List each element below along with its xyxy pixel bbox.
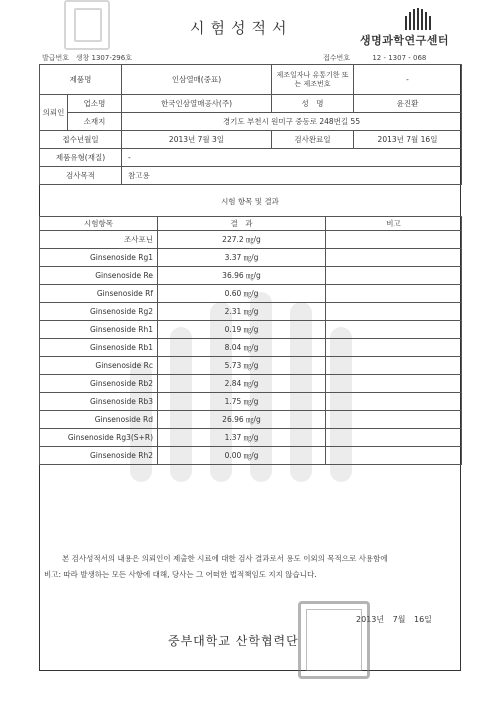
results-table bbox=[39, 216, 462, 465]
address-label: 소재지 bbox=[68, 113, 122, 131]
person-value: 윤진환 bbox=[354, 95, 462, 113]
result-value: 2.31 ㎎/g bbox=[158, 303, 326, 321]
disclaimer-line-2 bbox=[44, 569, 317, 580]
result-note bbox=[326, 267, 462, 285]
table-row bbox=[40, 375, 462, 393]
receipt-number bbox=[323, 53, 426, 63]
disclaimer-text: 따라 발생하는 모든 사항에 대해, 당사는 그 어떠한 법적책임도 지지 않습니다. bbox=[63, 570, 317, 579]
table-row bbox=[40, 267, 462, 285]
complete-date-label: 검사완료일 bbox=[272, 131, 354, 149]
col-header-result: 결 과 bbox=[158, 217, 326, 231]
result-item-name: Ginsenoside Re bbox=[40, 267, 158, 285]
result-note bbox=[326, 303, 462, 321]
result-note bbox=[326, 393, 462, 411]
result-value: 2.84 ㎎/g bbox=[158, 375, 326, 393]
result-item-name: Ginsenoside Rh1 bbox=[40, 321, 158, 339]
result-item-name: Ginsenoside Rb3 bbox=[40, 393, 158, 411]
col-header-note: 비고 bbox=[326, 217, 462, 231]
result-item-name: Ginsenoside Rd bbox=[40, 411, 158, 429]
result-item-name: Ginsenoside Rb1 bbox=[40, 339, 158, 357]
product-name-label: 제품명 bbox=[40, 65, 122, 95]
company-label: 업소명 bbox=[68, 95, 122, 113]
result-note bbox=[326, 321, 462, 339]
complete-date-value: 2013년 7월 16일 bbox=[354, 131, 462, 149]
result-value: 0.19 ㎎/g bbox=[158, 321, 326, 339]
org-logo-icon bbox=[403, 8, 437, 30]
result-note bbox=[326, 429, 462, 447]
product-type-label: 제품유형(재질) bbox=[40, 149, 122, 167]
result-value: 5.73 ㎎/g bbox=[158, 357, 326, 375]
table-row bbox=[40, 411, 462, 429]
result-item-name: Ginsenoside Rf bbox=[40, 285, 158, 303]
purpose-label: 검사목적 bbox=[40, 167, 122, 185]
result-value: 26.96 ㎎/g bbox=[158, 411, 326, 429]
address-value: 경기도 부천시 원미구 중동로 248번길 55 bbox=[122, 113, 462, 131]
col-header-item: 시험항목 bbox=[40, 217, 158, 231]
org-logo-text: 생명과학연구센터 bbox=[360, 34, 450, 47]
result-value: 0.00 ㎎/g bbox=[158, 447, 326, 465]
issue-number-label: 발급번호 bbox=[42, 54, 70, 62]
disclaimer-prefix: 비고: bbox=[44, 570, 62, 579]
issue-number-value: 생창 1307-296호 bbox=[75, 54, 132, 62]
table-row bbox=[40, 249, 462, 267]
result-value: 0.60 ㎎/g bbox=[158, 285, 326, 303]
results-section-title: 시험 항목 및 결과 bbox=[221, 197, 279, 206]
receipt-number-label: 접수번호 bbox=[323, 54, 351, 62]
result-note bbox=[326, 447, 462, 465]
issuing-org-name: 중부대학교 산학협력단 bbox=[168, 634, 299, 648]
result-item-name: Ginsenoside Rg2 bbox=[40, 303, 158, 321]
person-label: 성 명 bbox=[272, 95, 354, 113]
disclaimer-line-1: 본 검사성적서의 내용은 의뢰인이 제출한 시료에 대한 검사 결과로서 용도 이외의 목적으로 사용함에 bbox=[62, 554, 388, 563]
result-value: 3.37 ㎎/g bbox=[158, 249, 326, 267]
table-row bbox=[40, 357, 462, 375]
result-note bbox=[326, 357, 462, 375]
table-row bbox=[40, 447, 462, 465]
product-name-value: 인삼열매(중표) bbox=[122, 65, 272, 95]
result-value: 1.75 ㎎/g bbox=[158, 393, 326, 411]
result-value: 36.96 ㎎/g bbox=[158, 267, 326, 285]
receipt-number-value: 12 - 1307 - 068 bbox=[372, 54, 427, 62]
product-type-value: - bbox=[122, 149, 462, 167]
purpose-value: 참고용 bbox=[122, 167, 462, 185]
result-note bbox=[326, 285, 462, 303]
result-value: 1.37 ㎎/g bbox=[158, 429, 326, 447]
company-value: 한국인삼열매공사(주) bbox=[122, 95, 272, 113]
receipt-date-value: 2013년 7월 3일 bbox=[122, 131, 272, 149]
result-item-name: Ginsenoside Rg1 bbox=[40, 249, 158, 267]
table-row bbox=[40, 303, 462, 321]
client-label: 의뢰인 bbox=[40, 95, 68, 131]
result-note bbox=[326, 249, 462, 267]
result-note bbox=[326, 375, 462, 393]
result-item-name: Ginsenoside Rc bbox=[40, 357, 158, 375]
result-note bbox=[326, 339, 462, 357]
issue-number bbox=[42, 53, 132, 63]
result-note bbox=[326, 411, 462, 429]
result-value: 8.04 ㎎/g bbox=[158, 339, 326, 357]
table-row bbox=[40, 231, 462, 249]
result-item-name: 조사포닌 bbox=[40, 231, 158, 249]
issue-date: 2013년 7월 16일 bbox=[356, 615, 432, 624]
result-note bbox=[326, 231, 462, 249]
receipt-date-label: 접수년월일 bbox=[40, 131, 122, 149]
result-item-name: Ginsenoside Rh2 bbox=[40, 447, 158, 465]
info-table bbox=[39, 64, 462, 185]
official-seal-icon bbox=[298, 601, 370, 679]
page-title: 시험성적서 bbox=[190, 19, 293, 37]
manufacture-date-label: 제조일자나 유통기한 또는 제조번호 bbox=[272, 65, 354, 95]
manufacture-date-value: - bbox=[354, 65, 462, 95]
table-row bbox=[40, 429, 462, 447]
corner-stamp-icon bbox=[64, 0, 110, 50]
table-row bbox=[40, 285, 462, 303]
result-item-name: Ginsenoside Rb2 bbox=[40, 375, 158, 393]
table-row bbox=[40, 393, 462, 411]
result-value: 227.2 ㎎/g bbox=[158, 231, 326, 249]
result-item-name: Ginsenoside Rg3(S+R) bbox=[40, 429, 158, 447]
table-row bbox=[40, 321, 462, 339]
table-row bbox=[40, 339, 462, 357]
